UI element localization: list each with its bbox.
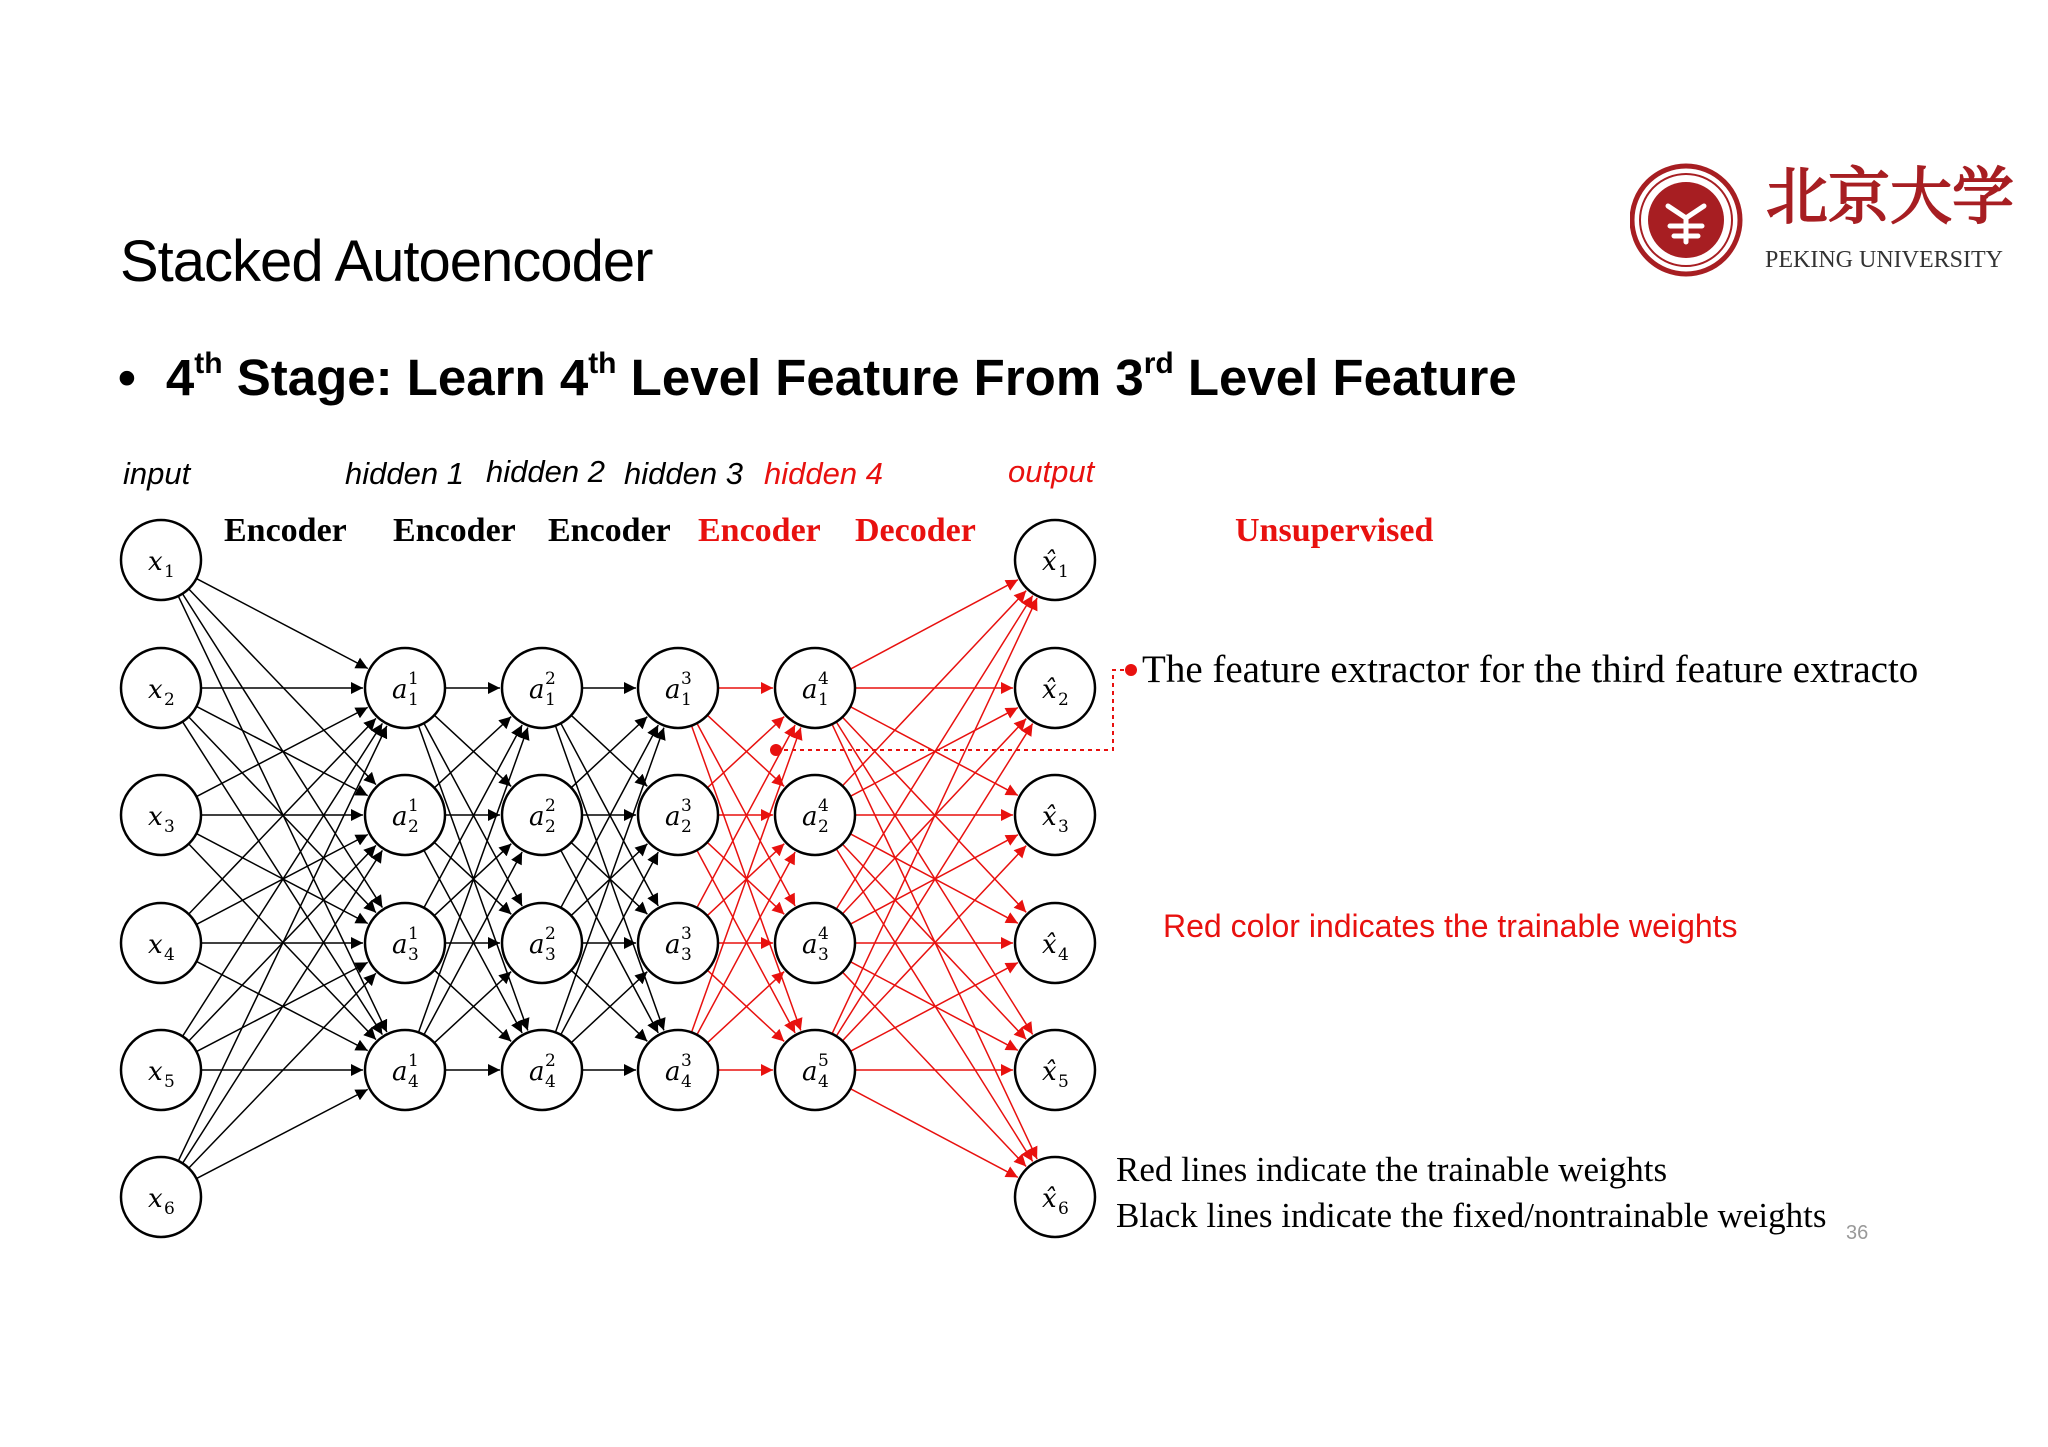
node-input-2 — [121, 648, 201, 728]
stage-label-encoder-2: Encoder — [393, 512, 516, 549]
node-hidden4-4 — [775, 1030, 855, 1110]
legend-red-lines: Red lines indicate the trainable weights — [1116, 1150, 1668, 1189]
layer-label-hidden1: hidden 1 — [345, 456, 464, 491]
stage-label-encoder-3: Encoder — [548, 512, 671, 549]
edge-hidden1-2-to-hidden2-3 — [434, 842, 511, 914]
node-label-input-5: x — [148, 1057, 163, 1087]
node-output-5 — [1015, 1030, 1095, 1110]
node-label-hidden1-4: a — [392, 1057, 408, 1087]
node-subscript-output-2: 2 — [1058, 690, 1069, 710]
layer-label-hidden4: hidden 4 — [764, 456, 883, 491]
node-label-output-4: x̂ — [1042, 930, 1057, 960]
network-edges — [178, 579, 1037, 1179]
edge-hidden4-2-to-output-6 — [836, 849, 1032, 1162]
bullet-text-mid2: Level Feature From 3 — [616, 349, 1144, 406]
node-subscript-hidden1-3: 3 — [408, 945, 419, 965]
edge-input-4-to-hidden1-1 — [189, 718, 376, 914]
node-subscript-hidden2-4: 4 — [545, 1072, 556, 1092]
edge-input-3-to-hidden1-4 — [189, 844, 376, 1040]
node-subscript-hidden2-3: 3 — [545, 945, 556, 965]
node-subscript-output-5: 5 — [1058, 1072, 1069, 1092]
node-input-5 — [121, 1030, 201, 1110]
edge-hidden4-1-to-output-1 — [850, 580, 1018, 669]
bullet-text-prefix: 4 — [165, 349, 195, 406]
node-label-hidden4-1: a — [802, 675, 818, 705]
node-label-hidden4-2: a — [802, 802, 818, 832]
node-hidden1-2 — [365, 775, 445, 855]
red-color-note: Red color indicates the trainable weights — [1163, 908, 1738, 944]
node-subscript-hidden4-1: 1 — [818, 690, 829, 710]
node-hidden2-2 — [502, 775, 582, 855]
edge-hidden4-2-to-output-5 — [842, 844, 1026, 1039]
node-output-4 — [1015, 903, 1095, 983]
edge-hidden3-4-to-hidden4-3 — [707, 972, 784, 1043]
node-superscript-hidden2-2: 2 — [545, 796, 556, 816]
node-label-input-1: x — [148, 547, 163, 577]
edge-hidden2-3-to-hidden3-4 — [571, 970, 647, 1041]
node-subscript-hidden1-4: 4 — [408, 1072, 419, 1092]
node-superscript-hidden3-4: 3 — [681, 1051, 692, 1071]
node-subscript-output-4: 4 — [1058, 945, 1069, 965]
node-subscript-hidden4-2: 2 — [818, 817, 829, 837]
edge-hidden1-2-to-hidden2-1 — [434, 717, 511, 788]
node-input-6 — [121, 1157, 201, 1237]
node-subscript-input-2: 2 — [164, 690, 175, 710]
node-label-input-6: x — [148, 1184, 163, 1214]
node-subscript-hidden1-2: 2 — [408, 817, 419, 837]
node-label-input-3: x — [148, 802, 163, 832]
node-superscript-hidden4-3: 4 — [818, 924, 829, 944]
node-hidden2-4 — [502, 1030, 582, 1110]
node-subscript-hidden1-1: 1 — [408, 690, 419, 710]
bullet-text-mid1: Stage: Learn 4 — [222, 349, 589, 406]
node-label-hidden2-2: a — [529, 802, 545, 832]
bullet-sup-1: th — [194, 347, 223, 380]
node-superscript-hidden4-2: 4 — [818, 796, 829, 816]
node-label-output-6: x̂ — [1042, 1184, 1057, 1214]
node-hidden4-3 — [775, 903, 855, 983]
node-subscript-input-6: 6 — [164, 1199, 175, 1219]
edge-input-5-to-hidden1-1 — [183, 723, 383, 1036]
node-subscript-hidden3-3: 3 — [681, 945, 692, 965]
node-superscript-hidden3-3: 3 — [681, 924, 692, 944]
edge-hidden2-4-to-hidden3-3 — [571, 972, 647, 1043]
stage-label-decoder: Decoder — [855, 512, 976, 549]
node-superscript-hidden2-3: 2 — [545, 924, 556, 944]
node-subscript-hidden4-4: 4 — [818, 1072, 829, 1092]
node-subscript-hidden2-1: 1 — [545, 690, 556, 710]
edge-hidden1-4-to-hidden2-3 — [434, 972, 511, 1043]
node-superscript-hidden1-3: 1 — [408, 924, 419, 944]
node-output-6 — [1015, 1157, 1095, 1237]
node-subscript-output-6: 6 — [1058, 1199, 1069, 1219]
edge-hidden2-2-to-hidden3-1 — [571, 717, 647, 788]
node-label-hidden4-3: a — [802, 930, 818, 960]
layer-label-hidden3: hidden 3 — [624, 456, 743, 491]
stage-label-encoder-1: Encoder — [224, 512, 347, 549]
feature-extractor-note: The feature extractor for the third feature extracto — [1142, 648, 1919, 691]
edge-hidden3-2-to-hidden4-3 — [707, 842, 784, 914]
node-label-hidden4-4: a — [802, 1057, 818, 1087]
node-label-hidden2-4: a — [529, 1057, 545, 1087]
node-label-input-2: x — [148, 675, 163, 705]
edge-hidden3-3-to-hidden4-4 — [707, 970, 784, 1041]
node-hidden1-4 — [365, 1030, 445, 1110]
legend-black-lines: Black lines indicate the fixed/nontrainable weights — [1116, 1196, 1827, 1235]
node-hidden3-1 — [638, 648, 718, 728]
node-input-3 — [121, 775, 201, 855]
node-label-hidden3-4: a — [665, 1057, 681, 1087]
logo-chinese-name: 北京大学 — [1766, 160, 2015, 233]
node-hidden4-1 — [775, 648, 855, 728]
node-label-output-5: x̂ — [1042, 1057, 1057, 1087]
edge-hidden4-4-to-output-6 — [850, 1089, 1018, 1178]
node-output-2 — [1015, 648, 1095, 728]
edge-hidden2-2-to-hidden3-3 — [571, 842, 647, 914]
node-superscript-hidden2-1: 2 — [545, 669, 556, 689]
bullet-sup-2: th — [588, 347, 617, 380]
node-input-4 — [121, 903, 201, 983]
logo-english-name: PEKING UNIVERSITY — [1765, 247, 2003, 273]
node-label-hidden3-1: a — [665, 675, 681, 705]
edge-input-1-to-hidden1-2 — [189, 589, 376, 785]
node-hidden3-2 — [638, 775, 718, 855]
node-subscript-output-3: 3 — [1058, 817, 1069, 837]
edge-hidden2-1-to-hidden3-2 — [571, 715, 647, 786]
node-hidden4-2 — [775, 775, 855, 855]
bullet-sup-3: rd — [1143, 347, 1174, 380]
edge-hidden4-3-to-output-1 — [836, 596, 1032, 910]
node-label-output-1: x̂ — [1042, 547, 1057, 577]
bullet-dot: • — [118, 349, 136, 406]
network-nodes — [121, 520, 1095, 1237]
node-hidden2-3 — [502, 903, 582, 983]
bullet-text-suffix: Level Feature — [1173, 349, 1517, 406]
node-label-hidden2-3: a — [529, 930, 545, 960]
edge-hidden1-3-to-hidden2-4 — [434, 970, 511, 1041]
edge-hidden4-4-to-output-2 — [836, 724, 1032, 1037]
node-label-output-2: x̂ — [1042, 675, 1057, 705]
node-superscript-hidden1-1: 1 — [408, 669, 419, 689]
node-label-hidden1-3: a — [392, 930, 408, 960]
node-hidden3-3 — [638, 903, 718, 983]
slide-title: Stacked Autoencoder — [120, 229, 653, 294]
node-label-hidden1-2: a — [392, 802, 408, 832]
node-subscript-hidden3-4: 4 — [681, 1072, 692, 1092]
node-superscript-hidden1-2: 1 — [408, 796, 419, 816]
node-subscript-hidden3-1: 1 — [681, 690, 692, 710]
node-subscript-input-4: 4 — [164, 945, 175, 965]
node-superscript-hidden1-4: 1 — [408, 1051, 419, 1071]
node-hidden1-3 — [365, 903, 445, 983]
node-superscript-hidden2-4: 2 — [545, 1051, 556, 1071]
node-hidden3-4 — [638, 1030, 718, 1110]
node-subscript-output-1: 1 — [1058, 562, 1069, 582]
layer-label-hidden2: hidden 2 — [486, 454, 605, 489]
edge-input-6-to-hidden1-2 — [183, 850, 383, 1163]
node-hidden1-1 — [365, 648, 445, 728]
node-hidden2-1 — [502, 648, 582, 728]
stage-label-encoder-4: Encoder — [698, 512, 821, 549]
node-subscript-input-1: 1 — [164, 562, 175, 582]
node-label-hidden3-3: a — [665, 930, 681, 960]
node-label-hidden2-1: a — [529, 675, 545, 705]
layer-label-input: input — [123, 456, 191, 491]
node-subscript-input-3: 3 — [164, 817, 175, 837]
node-superscript-hidden3-2: 3 — [681, 796, 692, 816]
node-label-output-3: x̂ — [1042, 802, 1057, 832]
node-subscript-input-5: 5 — [164, 1072, 175, 1092]
node-output-1 — [1015, 520, 1095, 600]
layer-label-output: output — [1008, 454, 1095, 489]
page-number: 36 — [1846, 1222, 1869, 1244]
node-superscript-hidden4-1: 4 — [818, 669, 829, 689]
node-input-1 — [121, 520, 201, 600]
node-superscript-hidden4-4: 5 — [818, 1051, 829, 1071]
node-subscript-hidden3-2: 2 — [681, 817, 692, 837]
edge-hidden1-1-to-hidden2-2 — [434, 715, 511, 786]
node-superscript-hidden3-1: 3 — [681, 669, 692, 689]
node-subscript-hidden2-2: 2 — [545, 817, 556, 837]
node-output-3 — [1015, 775, 1095, 855]
node-label-hidden1-1: a — [392, 675, 408, 705]
node-label-hidden3-2: a — [665, 802, 681, 832]
node-subscript-hidden4-3: 3 — [818, 945, 829, 965]
node-label-input-4: x — [148, 930, 163, 960]
unsupervised-label: Unsupervised — [1235, 512, 1434, 549]
